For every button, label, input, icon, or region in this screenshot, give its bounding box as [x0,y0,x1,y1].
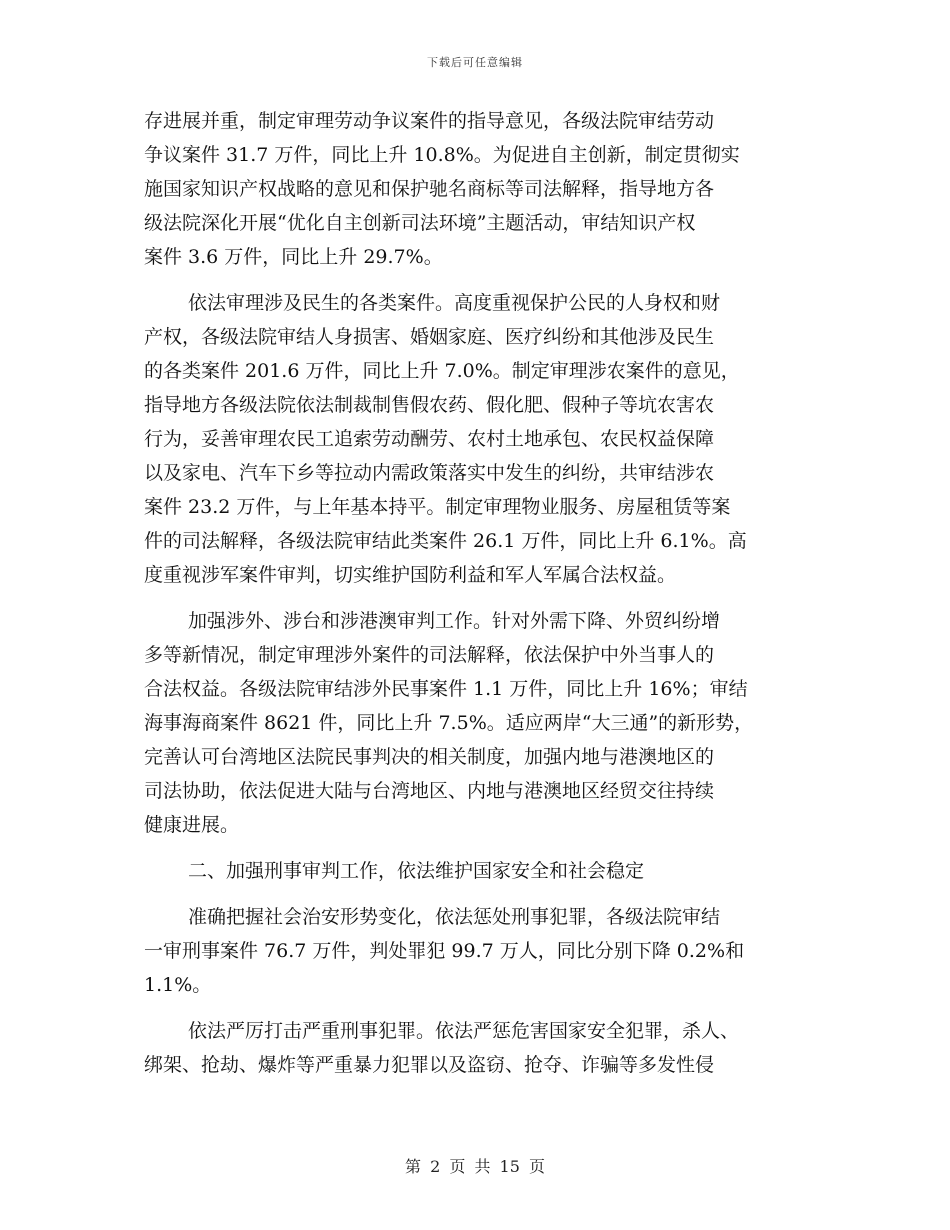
section-heading-text: 二、加强刑事审判工作，依法维护国家安全和社会稳定 [188,860,645,882]
text-line: 案件 3.6 万件，同比上升 29.7%。 [144,246,443,268]
text-line: 绑架、抢劫、爆炸等严重暴力犯罪以及盗窃、抢夺、诈骗等多发性侵 [144,1054,715,1076]
text-line: 件的司法解释，各级法院审结此类案件 26.1 万件，同比上升 6.1%。高 [144,530,747,552]
text-line: 完善认可台湾地区法院民事判决的相关制度，加强内地与港澳地区的 [144,746,715,768]
text-line: 指导地方各级法院依法制裁制售假农药、假化肥、假种子等坑农害农 [144,394,715,416]
text-line: 多等新情况，制定审理涉外案件的司法解释，依法保护中外当事人的 [144,644,715,666]
paragraph-labor-ip [144,104,824,274]
text-line: 争议案件 31.7 万件，同比上升 10.8%。为促进自主创新，制定贯彻实 [144,144,740,166]
document-body [144,104,824,1094]
text-line: 合法权益。各级法院审结涉外民事案件 1.1 万件，同比上升 16%；审结 [144,678,748,700]
text-line: 准确把握社会治安形势变化，依法惩处刑事犯罪，各级法院审结 [188,906,721,928]
text-line: 级法院深化开展“优化自主创新司法环境”主题活动，审结知识产权 [144,212,696,234]
page-footer: 第 2 页 共 15 页 [405,1157,545,1176]
paragraph-criminal-overview [144,900,824,1002]
text-line: 1.1%。 [144,974,212,996]
text-line: 加强涉外、涉台和涉港澳审判工作。针对外需下降、外贸纠纷增 [188,610,721,632]
page-header: 下载后可任意编辑 [427,56,523,69]
text-line: 行为，妥善审理农民工追索劳动酬劳、农村土地承包、农民权益保障 [144,428,715,450]
text-line: 依法审理涉及民生的各类案件。高度重视保护公民的人身权和财 [188,292,721,314]
section-heading [144,854,824,888]
text-line: 产权，各级法院审结人身损害、婚姻家庭、医疗纠纷和其他涉及民生 [144,326,715,348]
text-line: 施国家知识产权战略的意见和保护驰名商标等司法解释，指导地方各 [144,178,715,200]
text-line: 的各类案件 201.6 万件，同比上升 7.0%。制定审理涉农案件的意见， [144,360,740,382]
paragraph-foreign-cases [144,604,824,842]
paragraph-livelihood-cases [144,286,824,592]
paragraph-serious-crimes [144,1014,824,1082]
text-line: 案件 23.2 万件，与上年基本持平。制定审理物业服务、房屋租赁等案 [144,496,731,518]
text-line: 存进展并重，制定审理劳动争议案件的指导意见，各级法院审结劳动 [144,110,715,132]
text-line: 以及家电、汽车下乡等拉动内需政策落实中发生的纠纷，共审结涉农 [144,462,715,484]
text-line: 度重视涉军案件审判，切实维护国防利益和军人军属合法权益。 [144,564,677,586]
text-line: 司法协助，依法促进大陆与台湾地区、内地与港澳地区经贸交往持续 [144,780,715,802]
text-line: 一审刑事案件 76.7 万件，判处罪犯 99.7 万人，同比分别下降 0.2%和 [144,940,745,962]
text-line: 海事海商案件 8621 件，同比上升 7.5%。适应两岸“大三通”的新形势， [144,712,754,734]
text-line: 健康进展。 [144,814,240,836]
text-line: 依法严厉打击严重刑事犯罪。依法严惩危害国家安全犯罪，杀人、 [188,1020,740,1042]
